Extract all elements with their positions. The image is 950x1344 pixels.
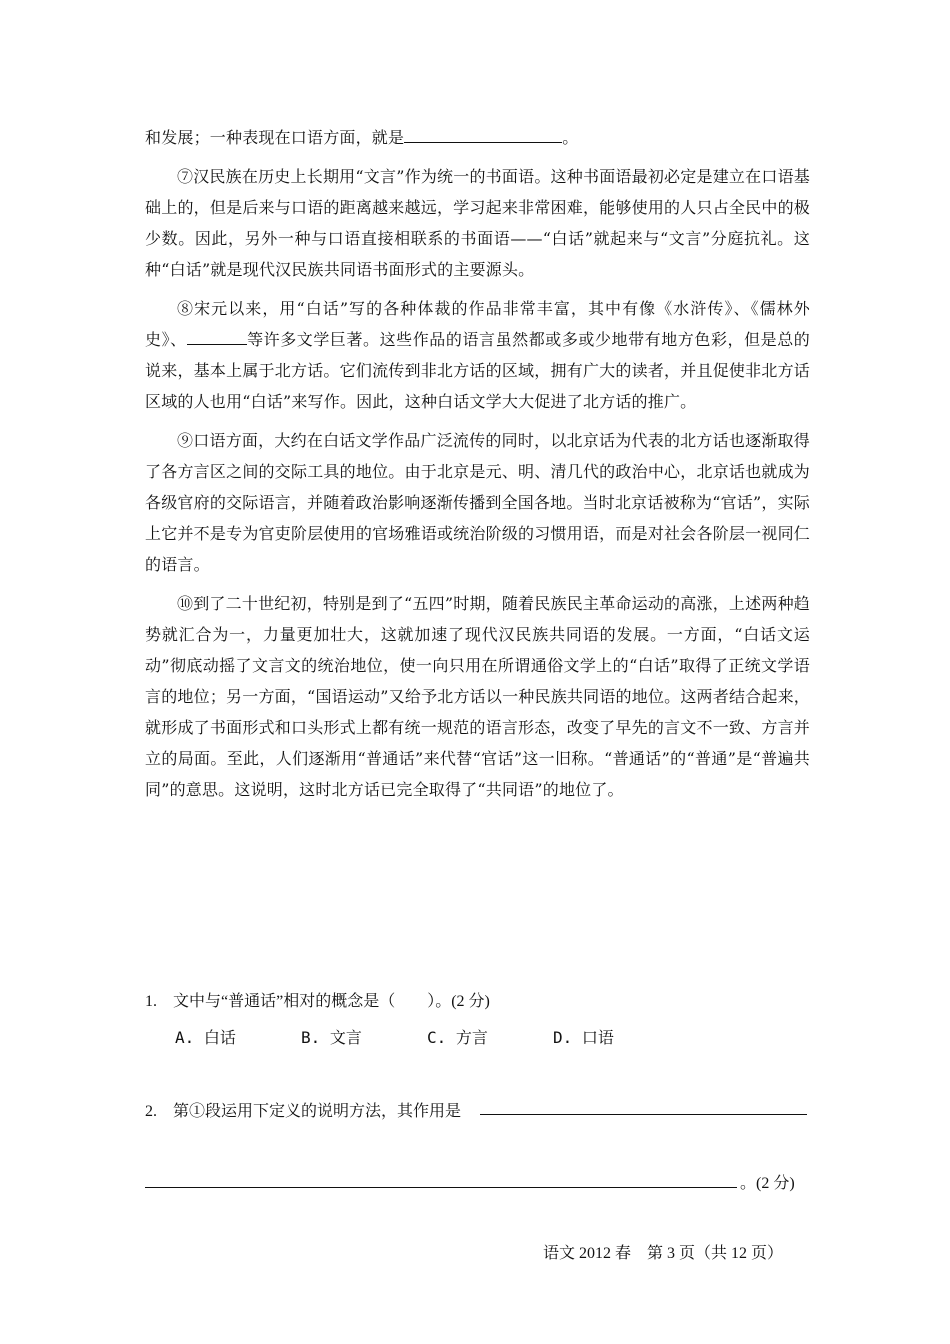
question-2-answer-line-1[interactable] (480, 1114, 807, 1115)
question-2-number: 2. (145, 1103, 157, 1120)
option-d: D. 口语 (553, 1028, 614, 1047)
passage (145, 122, 810, 813)
paragraph-8-start: ⑧宋元以来，用“白话”写的各种体裁的作品非常丰富，其中有像《水浒传》、《儒林外史》、 (145, 299, 810, 349)
passage-intro-line (145, 122, 810, 153)
question-2-text: 第①段运用下定义的说明方法，其作用是 (173, 1103, 462, 1120)
option-a: A. 白话 (175, 1028, 236, 1047)
page-footer: 语文 2012 春 第 3 页（共 12 页） (543, 1245, 784, 1262)
question-2-score: 。(2 分) (740, 1175, 795, 1192)
paragraph-8 (145, 293, 810, 417)
option-c: C. 方言 (427, 1028, 488, 1047)
question-2-answer-line-2[interactable] (145, 1187, 737, 1188)
question-2 (145, 1098, 461, 1121)
intro-blank (404, 124, 562, 143)
question-1-number: 1. (145, 993, 157, 1010)
question-1-options (175, 1025, 679, 1048)
paragraph-9: ⑨口语方面，大约在白话文学作品广泛流传的同时，以北京话为代表的北方话也逐渐取得了各方言区之间的交际工具的地位。由于北京是元、明、清几代的政治中心，北京话也就成为各级官府的交际语言，并随着政治影响逐渐传播到全国各地。当时北京话被称为“官话”，实际上它并不是专为官吏阶层使用的官场雅语或统治阶级的习惯用语，而是对社会各阶层一视同仁的语言。 (145, 431, 810, 574)
question-1-text: 文中与“普通话”相对的概念是（ ）。(2 分) (173, 993, 490, 1010)
option-b: B. 文言 (301, 1028, 362, 1047)
paragraph-8-blank (187, 326, 247, 345)
paragraph-8-rest: 等许多文学巨著。这些作品的语言虽然都或多或少地带有地方色彩，但是总的说来，基本上属于北方话。它们流传到非北方话的区域，拥有广大的读者，并且促使非北方话区域的人也用“白话”来写作。因此，这种白话文学大大促进了北方话的推广。 (145, 330, 810, 411)
paragraph-7: ⑦汉民族在历史上长期用“文言”作为统一的书面语。这种书面语最初必定是建立在口语基础上的，但是后来与口语的距离越来越远，学习起来非常困难，能够使用的人只占全民中的极少数。因此，另外一种与口语直接相联系的书面语——“白话”就起来与“文言”分庭抗礼。这种“白话”就是现代汉民族共同语书面形式的主要源头。 (145, 167, 810, 279)
question-1 (145, 988, 490, 1011)
intro-text: 和发展；一种表现在口语方面，就是 (145, 128, 405, 147)
paragraph-10: ⑩到了二十世纪初，特别是到了“五四”时期，随着民族民主革命运动的高涨，上述两种趋势就汇合为一，力量更加壮大，这就加速了现代汉民族共同语的发展。一方面，“白话文运动”彻底动摇了文言文的统治地位，使一向只用在所谓通俗文学上的“白话”取得了正统文学语言的地位；另一方面，“国语运动”又给予北方话以一种民族共同语的地位。这两者结合起来，就形成了书面形式和口头形式上都有统一规范的语言形态，改变了早先的言文不一致、方言并立的局面。至此，人们逐渐用“普通话”来代替“官话”这一旧称。“普通话”的“普通”是“普遍共同”的意思。这说明，这时北方话已完全取得了“共同语”的地位了。 (145, 594, 810, 799)
intro-end: 。 (562, 128, 579, 147)
